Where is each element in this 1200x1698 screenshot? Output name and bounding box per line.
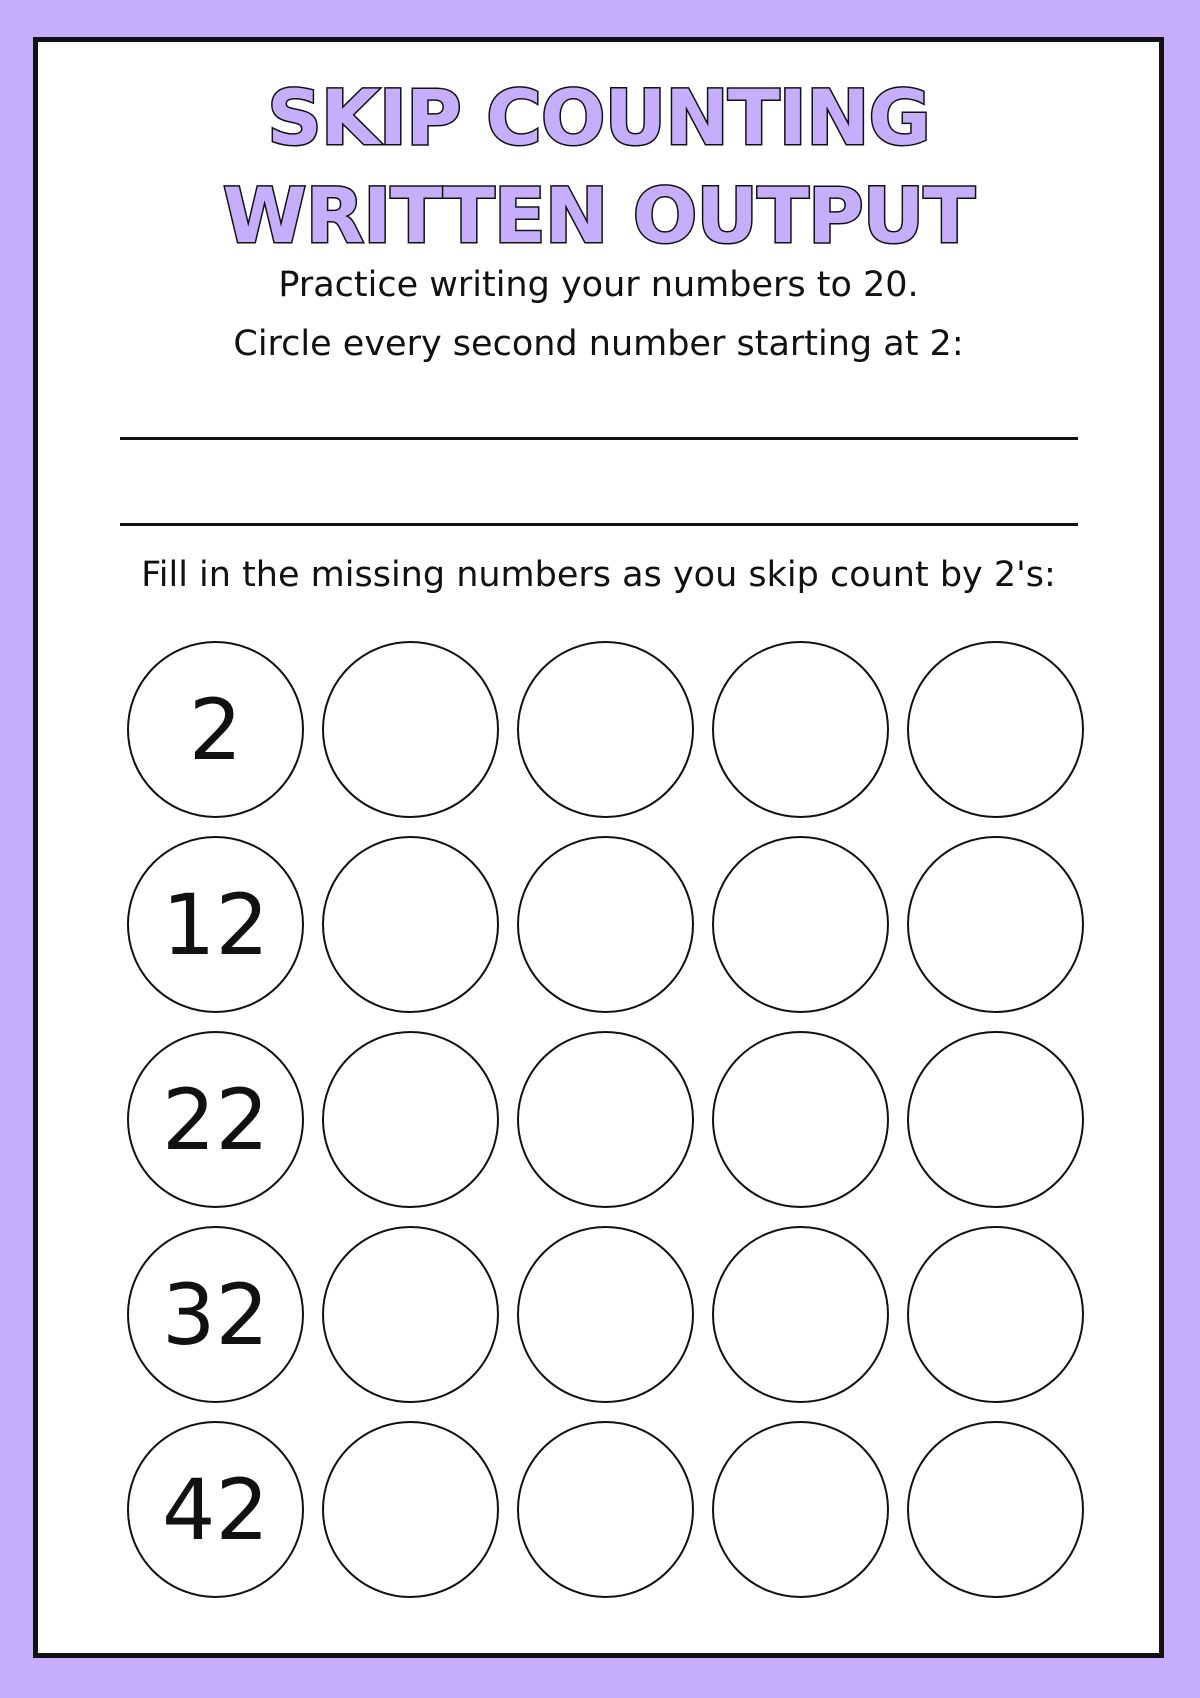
number-circle <box>907 1421 1084 1598</box>
number-circle <box>517 836 694 1013</box>
number-circle <box>712 1226 889 1403</box>
number-circle <box>322 641 499 818</box>
number-circle: 12 <box>127 836 304 1013</box>
writing-line-1 <box>120 437 1078 440</box>
skip-count-grid <box>127 641 1104 1598</box>
number-circle <box>907 1031 1084 1208</box>
number-circle <box>322 1031 499 1208</box>
title-line-1: SKIP COUNTING <box>267 73 930 162</box>
writing-line-2 <box>120 523 1078 526</box>
title-line-2: WRITTEN OUTPUT <box>222 171 975 260</box>
number-circle: 42 <box>127 1421 304 1598</box>
number-circle <box>322 836 499 1013</box>
number-circle <box>907 836 1084 1013</box>
number-circle <box>517 1226 694 1403</box>
instruction-practice-writing: Practice writing your numbers to 20. <box>278 265 919 305</box>
number-circle: 2 <box>127 641 304 818</box>
number-circle <box>517 1031 694 1208</box>
number-circle <box>712 641 889 818</box>
number-circle: 32 <box>127 1226 304 1403</box>
number-circle <box>907 641 1084 818</box>
instruction-circle-numbers: Circle every second number starting at 2: <box>233 324 964 364</box>
instruction-fill-missing: Fill in the missing numbers as you skip count by 2's: <box>141 555 1056 595</box>
worksheet-page <box>33 37 1164 1658</box>
number-circle: 22 <box>127 1031 304 1208</box>
number-circle <box>322 1421 499 1598</box>
number-circle <box>712 1421 889 1598</box>
number-circle <box>517 641 694 818</box>
number-circle <box>712 836 889 1013</box>
number-circle <box>517 1421 694 1598</box>
number-circle <box>322 1226 499 1403</box>
number-circle <box>907 1226 1084 1403</box>
number-circle <box>712 1031 889 1208</box>
